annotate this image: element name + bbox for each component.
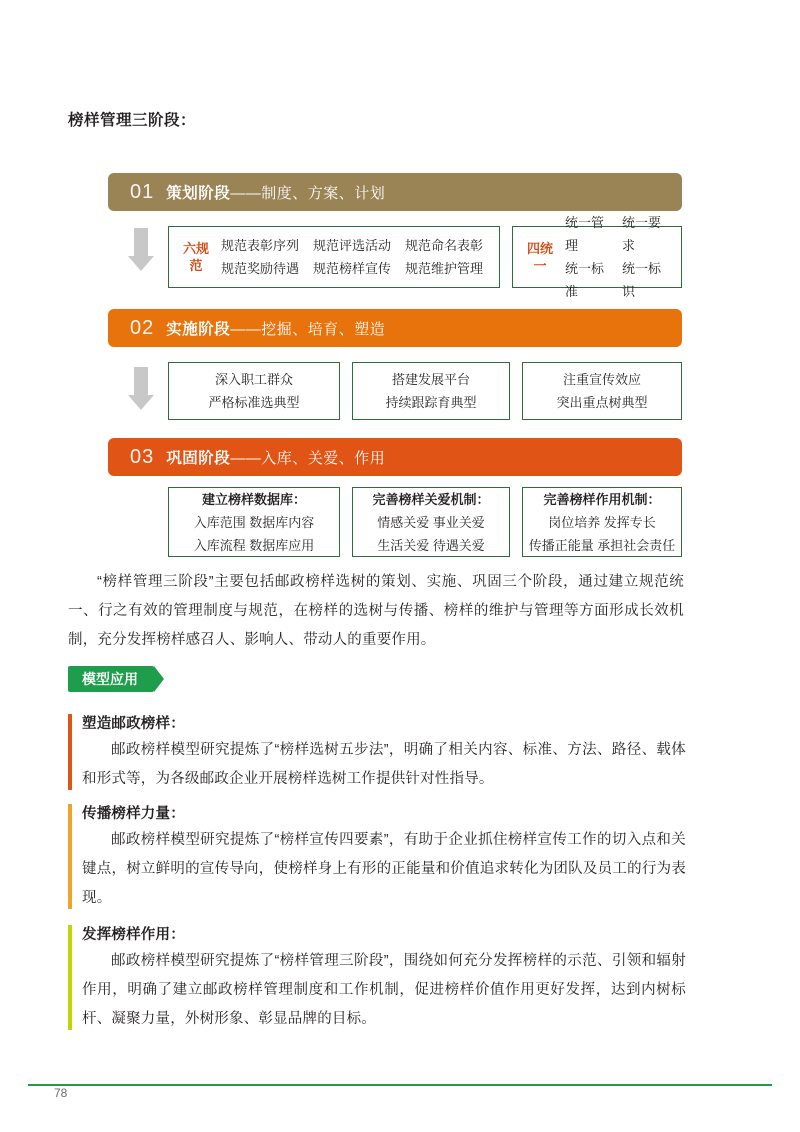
stage-number: 01: [130, 180, 155, 203]
stage2-box-3: [522, 362, 682, 420]
subsection-body: 邮政榜样模型研究提炼了“榜样选树五步法”，明确了相关内容、标准、方法、路径、载体和形式等，为各级邮政企业开展榜样选树工作提供针对性指导。: [82, 742, 686, 787]
cell-text: 严格标准选典型: [208, 395, 300, 410]
stage3-box-2: [352, 487, 510, 557]
subsection-title: 发挥榜样作用：: [82, 927, 185, 943]
down-arrow-icon: [128, 228, 154, 271]
accent-bar: [68, 804, 72, 909]
cell-text: 统一管理: [565, 215, 605, 253]
cell-text: 搭建发展平台: [391, 372, 470, 387]
cell-text: 规范命名表彰: [405, 238, 484, 253]
cell-text: 注重宣传效应: [562, 372, 641, 387]
cell-text: 持续跟踪育典型: [385, 395, 477, 410]
subsection-shape-role-model: [68, 712, 686, 794]
page-title: 榜样管理三阶段：: [68, 112, 197, 129]
stage-banner-02: [108, 309, 682, 347]
stage2-box-1: [168, 362, 340, 420]
four-unifies-label: 四统一: [526, 241, 553, 273]
intro-paragraph: “榜样管理三阶段”主要包括邮政榜样选树的策划、实施、巩固三个阶段，通过建立规范统一、行之有效的管理制度与规范，在榜样的选树与传播、榜样的维护与管理等方面形成长效机制，充分发挥榜样感召人、影响人、带动人的重要作用。: [68, 574, 684, 648]
accent-bar: [68, 714, 72, 790]
cell-text: 岗位培养 发挥专长: [548, 514, 656, 530]
cell-text: 规范评选活动: [313, 238, 392, 253]
stage3-box-3: [522, 487, 682, 557]
stage2-box-2: [352, 362, 510, 420]
subsection-title: 塑造邮政榜样：: [82, 716, 185, 732]
stage-banner-01: [108, 173, 682, 211]
cell-text: 统一标准: [565, 261, 605, 299]
stage-subtitle: ——制度、方案、计划: [230, 184, 386, 202]
page-number: 78: [54, 1086, 68, 1100]
stage-number: 03: [130, 445, 155, 468]
cell-text: 统一要求: [622, 215, 662, 253]
cell-text: 生活关爱 待遇关爱: [377, 537, 485, 553]
cell-text: 突出重点树典型: [556, 395, 648, 410]
six-norms-label: 六规范: [182, 241, 209, 273]
cell-text: 统一标识: [622, 261, 662, 299]
subsection-spread-power: [68, 802, 686, 913]
stage-number: 02: [130, 316, 155, 339]
box-title: 完善榜样作用机制：: [543, 491, 661, 507]
section-tag-label: 模型应用: [82, 671, 138, 687]
box-title: 完善榜样关爱机制：: [372, 491, 490, 507]
cell-text: 规范表彰序列: [221, 238, 300, 253]
footer-divider: [28, 1084, 772, 1086]
cell-text: 入库范围 数据库内容: [193, 514, 315, 530]
stage-name: 实施阶段: [166, 321, 231, 338]
section-tag-model-application: [68, 666, 154, 692]
cell-text: 规范维护管理: [405, 261, 484, 276]
stage1-box-six-norms: [168, 226, 500, 288]
subsection-title: 传播榜样力量：: [82, 806, 185, 822]
accent-bar: [68, 925, 72, 1030]
cell-text: 传播正能量 承担社会责任: [528, 537, 676, 553]
cell-text: 情感关爱 事业关爱: [377, 514, 485, 530]
down-arrow-icon: [128, 367, 154, 410]
cell-text: 入库流程 数据库应用: [193, 537, 315, 553]
stage-subtitle: ——挖掘、培育、塑造: [230, 320, 386, 338]
stage-name: 策划阶段: [166, 185, 231, 202]
cell-text: 规范榜样宣传: [313, 261, 392, 276]
stage-name: 巩固阶段: [166, 450, 231, 467]
subsection-body: 邮政榜样模型研究提炼了“榜样宣传四要素”，有助于企业抓住榜样宣传工作的切入点和关键点，树立鲜明的宣传导向，使榜样身上有形的正能量和价值追求转化为团队及员工的行为表现。: [82, 832, 686, 906]
cell-text: 深入职工群众: [214, 372, 293, 387]
box-title: 建立榜样数据库：: [201, 491, 306, 507]
stage-subtitle: ——入库、关爱、作用: [230, 449, 386, 467]
subsection-body: 邮政榜样模型研究提炼了“榜样管理三阶段”，围绕如何充分发挥榜样的示范、引领和辐射作用，明确了建立邮政榜样管理制度和工作机制，促进榜样价值作用更好发挥，达到内树标杆、凝聚力量，外树形象、彰显品牌的目标。: [82, 953, 686, 1027]
stage1-box-four-unifies: [512, 215, 682, 299]
stage-banner-03: [108, 438, 682, 476]
cell-text: 规范奖励待遇: [221, 261, 300, 276]
stage3-box-1: [168, 487, 340, 557]
subsection-exert-role: [68, 923, 686, 1034]
